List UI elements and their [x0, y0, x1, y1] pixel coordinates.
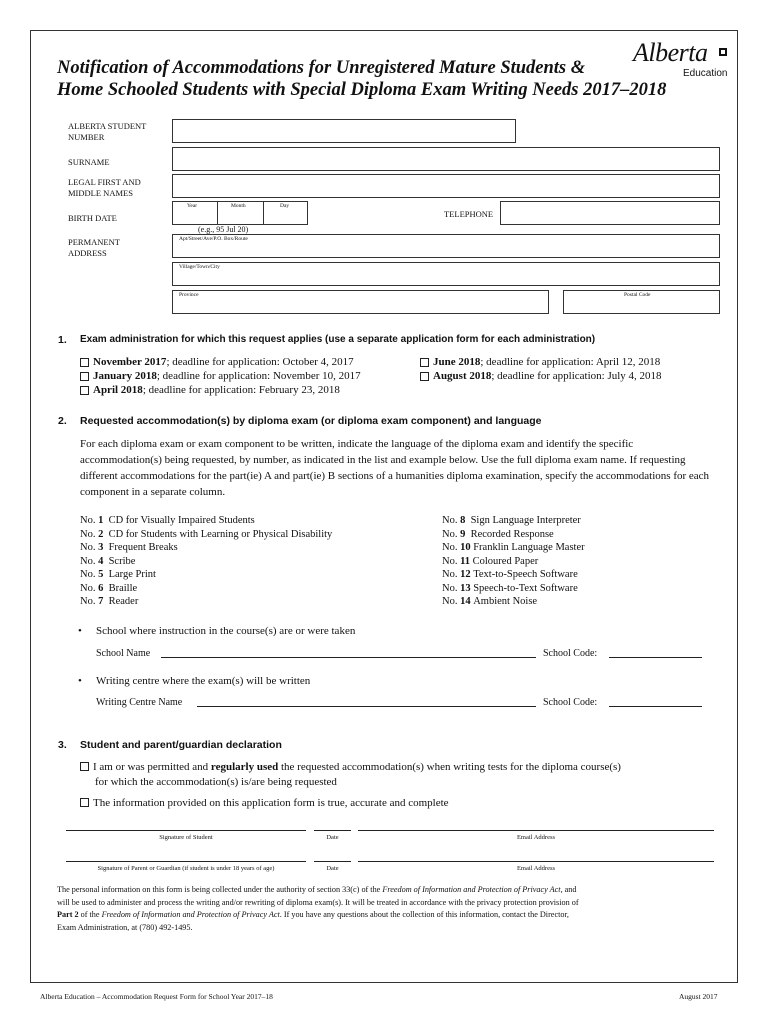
checkbox[interactable]: [420, 372, 429, 381]
declaration-1[interactable]: [80, 760, 710, 790]
surname-input[interactable]: [172, 147, 720, 171]
option-bold: April 2018: [93, 384, 143, 396]
province-hint: Province: [179, 292, 199, 298]
logo-mark-icon: [719, 48, 727, 56]
postal-hint: Postal Code: [624, 292, 651, 298]
option-aug-2018[interactable]: [420, 370, 662, 382]
surname-label: SURNAME: [68, 157, 110, 167]
parent-signature-line[interactable]: [66, 861, 306, 862]
decl-text: I am or was permitted and: [93, 761, 211, 773]
option-text: ; deadline for application: February 23, 2018: [142, 384, 340, 396]
birth-day-hint: Day: [280, 203, 290, 209]
list-item: No. 13 Speech-to-Text Software: [442, 582, 578, 594]
option-bold: January 2018: [93, 370, 157, 382]
accommodation-list-right: [442, 514, 702, 609]
option-apr-2018[interactable]: [80, 384, 340, 396]
list-item: No. 2 CD for Students with Learning or Physical Disability: [80, 528, 333, 540]
legal-names-input[interactable]: [172, 174, 720, 198]
checkbox[interactable]: [80, 358, 89, 367]
birth-example: (e.g., 95 Jul 20): [198, 225, 249, 234]
school-code-input[interactable]: [609, 657, 702, 658]
title-line-2: Home Schooled Students with Special Diploma Exam Writing Needs 2017–2018: [57, 80, 667, 100]
section-2-paragraph: For each diploma exam or exam component to be written, indicate the language of the diploma exam and identify the specific accommodation(s) being requested, by number, as indicated in the list and example below. Use the full diploma exam name. If requesting different accommodations for the part(ie) A and part(ie) B sections of a humanities diploma examination, specify the accommodations for each component in a separate column.: [80, 438, 710, 498]
list-item: No. 10 Franklin Language Master: [442, 542, 585, 553]
asn-input[interactable]: [172, 119, 516, 143]
address-label: PERMANENT ADDRESS: [68, 237, 120, 258]
birth-year-hint: Year: [187, 203, 198, 209]
list-item: No. 3 Frequent Breaks: [80, 542, 178, 553]
school-bullet-text: School where instruction in the course(s) are or were taken: [96, 625, 356, 637]
list-item: No. 7 Reader: [80, 596, 139, 607]
school-code-label: School Code:: [543, 648, 598, 659]
checkbox[interactable]: [80, 798, 89, 807]
list-item: No. 11 Coloured Paper: [442, 555, 539, 567]
email-label: Email Address: [516, 834, 556, 841]
bullet-icon: •: [78, 625, 82, 637]
option-text: ; deadline for application: April 12, 2018: [480, 356, 661, 368]
checkbox[interactable]: [420, 358, 429, 367]
birth-date-label: BIRTH DATE: [68, 213, 117, 223]
list-item: No. 6 Braille: [80, 582, 138, 594]
sig-parent-label: Signature of Parent or Guardian (if student is under 18 years of age): [97, 865, 275, 872]
writing-code-input[interactable]: [609, 706, 702, 707]
province-input[interactable]: [172, 290, 549, 314]
option-text: ; deadline for application: October 4, 2017: [166, 356, 354, 368]
date-line[interactable]: [314, 861, 351, 862]
decl-bold: regularly used: [210, 761, 279, 773]
declaration-2[interactable]: [80, 797, 449, 809]
sig-student-label: Signature of Student: [159, 834, 213, 841]
list-item: No. 12 Text-to-Speech Software: [442, 569, 578, 580]
decl-text: The information provided on this application form is true, accurate and complete: [93, 797, 449, 809]
address-city-input[interactable]: [172, 262, 720, 286]
option-text: ; deadline for application: July 4, 2018: [491, 370, 662, 382]
date-label: Date: [326, 865, 339, 872]
birth-date-input[interactable]: [172, 201, 308, 225]
section-1-heading: Exam administration for which this request applies (use a separate application form for each administration): [80, 334, 596, 345]
privacy-statement: The personal information on this form is being collected under the authority of section 33(c) of the Freedom of Information and Protection of Privacy Act, and will be used to administer and process the writing and/or rewriting of diploma exam(s). It will be treated in accordance with the privacy protection provision of Part 2 of the Freedom of Information and Protection of Privacy Act. If you have any questions about the collection of this information, contact the Director, Exam Administration, at (780) 492-1495.: [57, 885, 579, 932]
checkbox[interactable]: [80, 762, 89, 771]
option-nov-2017[interactable]: [80, 356, 354, 368]
decl-text: the requested accommodation(s) when writing tests for the diploma course(s): [278, 761, 621, 773]
birth-divider: [217, 202, 218, 224]
section-2-heading: Requested accommodation(s) by diploma exam (or diploma exam component) and language: [80, 415, 542, 427]
bullet-icon: •: [78, 675, 82, 687]
date-line[interactable]: [314, 830, 351, 831]
legal-names-label: LEGAL FIRST AND MIDDLE NAMES: [68, 177, 141, 198]
section-3-heading: Student and parent/guardian declaration: [80, 739, 282, 751]
list-item: No. 1 CD for Visually Impaired Students: [80, 515, 255, 526]
section-1-number: 1.: [58, 334, 67, 346]
option-bold: August 2018: [433, 370, 492, 382]
writing-bullet-text: Writing centre where the exam(s) will be written: [96, 675, 311, 687]
postal-code-input[interactable]: [563, 290, 720, 314]
checkbox[interactable]: [80, 372, 89, 381]
section-3-number: 3.: [58, 739, 67, 751]
option-jan-2018[interactable]: [80, 370, 361, 382]
page-title: [57, 57, 667, 101]
birth-month-hint: Month: [231, 203, 246, 209]
email-label: Email Address: [516, 865, 556, 872]
telephone-input[interactable]: [500, 201, 720, 225]
email-line[interactable]: [358, 830, 714, 831]
address-street-input[interactable]: [172, 234, 720, 258]
list-item: No. 5 Large Print: [80, 569, 156, 580]
writing-code-label: School Code:: [543, 697, 598, 708]
option-bold: November 2017: [93, 356, 167, 368]
option-bold: June 2018: [433, 356, 481, 368]
telephone-label: TELEPHONE: [444, 209, 494, 219]
title-line-1: Notification of Accommodations for Unregistered Mature Students &: [57, 58, 586, 78]
school-name-label: School Name: [96, 648, 151, 659]
city-hint: Village/Town/City: [179, 264, 220, 270]
option-jun-2018[interactable]: [420, 356, 660, 368]
alberta-education-logo: [633, 38, 733, 82]
list-item: No. 8 Sign Language Interpreter: [442, 515, 581, 526]
list-item: No. 9 Recorded Response: [442, 528, 554, 540]
logo-sub: Education: [683, 68, 728, 79]
footer-left: Alberta Education – Accommodation Request Form for School Year 2017–18: [40, 992, 273, 1001]
option-text: ; deadline for application: November 10, 2017: [156, 370, 361, 382]
email-line[interactable]: [358, 861, 714, 862]
section-2-number: 2.: [58, 415, 67, 427]
writing-centre-input[interactable]: [197, 706, 536, 707]
birth-divider: [263, 202, 264, 224]
logo-script: Alberta: [633, 38, 708, 67]
writing-centre-label: Writing Centre Name: [96, 697, 183, 708]
list-item: No. 4 Scribe: [80, 555, 136, 567]
list-item: No. 14 Ambient Noise: [442, 596, 538, 607]
footer-right: August 2017: [679, 992, 718, 1001]
asn-label: ALBERTA STUDENT NUMBER: [68, 121, 147, 142]
date-label: Date: [326, 834, 339, 841]
accommodation-list-left: [80, 514, 420, 609]
student-signature-line[interactable]: [66, 830, 306, 831]
decl-text-line2: for which the accommodation(s) is/are being requested: [95, 776, 337, 788]
checkbox[interactable]: [80, 386, 89, 395]
street-hint: Apt/Street/Ave/P.O. Box/Route: [179, 236, 248, 242]
school-name-input[interactable]: [161, 657, 536, 658]
